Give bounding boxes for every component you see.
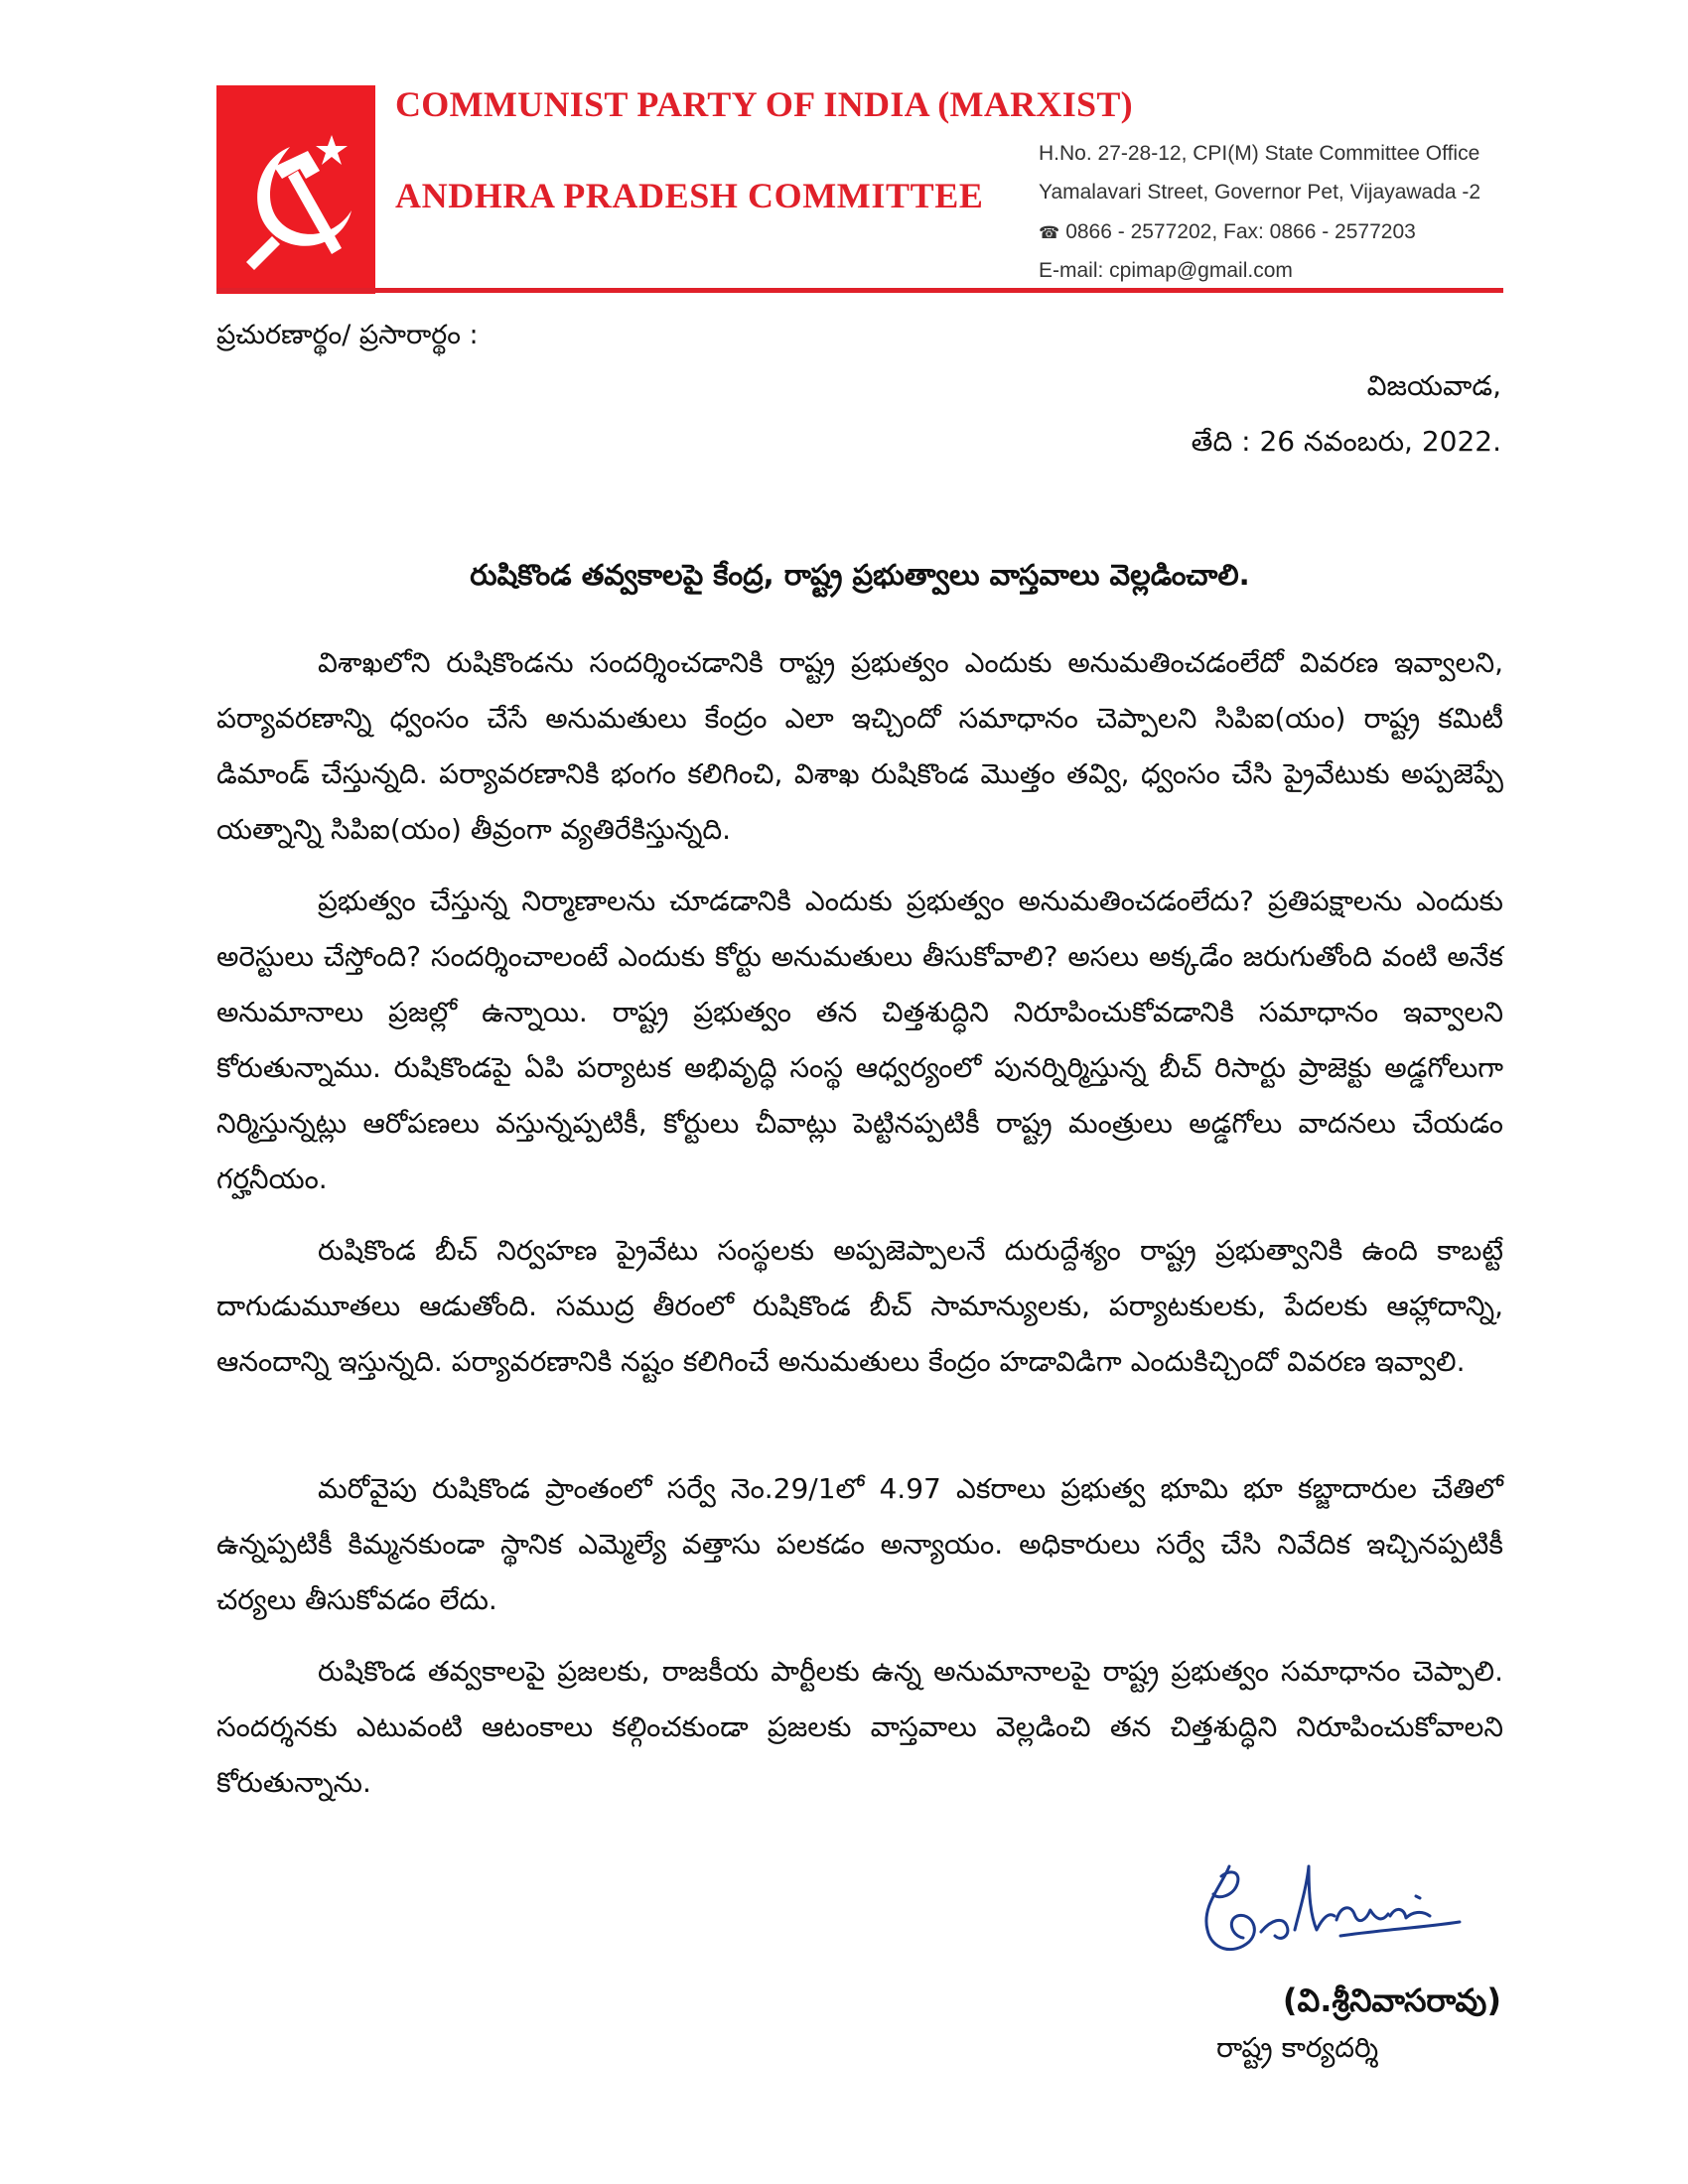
- hammer-sickle-star-icon: [216, 85, 375, 294]
- press-release-headline: రుషికొండ తవ్వకాలపై కేంద్ర, రాష్ట్ర ప్రభుత్వాలు వాస్తవాలు వెల్లడించాలి.: [470, 558, 1250, 592]
- signer-name: (వి.శ్రీనివాసరావు): [1282, 1981, 1501, 2019]
- phone-line: [1039, 220, 1515, 244]
- address-line-2: Yamalavari Street, Governor Pet, Vijayawada -2: [1039, 181, 1481, 204]
- party-logo: [216, 85, 375, 294]
- phone-icon: ☎: [1039, 223, 1060, 242]
- publication-label: ప్రచురణార్థం/ ప్రసారార్థం :: [216, 320, 479, 350]
- body-paragraph-3: రుషికొండ బీచ్ నిర్వహణ ప్రైవేటు సంస్థలకు అప్పజెప్పాలనే దురుద్దేశ్యం రాష్ట్ర ప్రభుత్వానికి ఉంది కాబట్టే దాగుడుమూతలు ఆడుతోంది. సముద్ర తీరంలో రుషికొండ బీచ్ సామాన్యులకు, పర్యాటకులకు, పేదలకు ఆహ్లాదాన్ని, ఆనందాన్ని ఇస్తున్నది. పర్యావరణానికి నష్టం కలిగించే అనుమతులు కేంద్రం హడావిడిగా ఎందుకిచ్చిందో వివరణ ఇవ్వాలి.: [216, 1234, 1503, 1378]
- org-name: COMMUNIST PARTY OF INDIA (MARXIST): [395, 84, 1133, 124]
- phone-numbers: 0866 - 2577202, Fax: 0866 - 2577203: [1065, 220, 1416, 243]
- body-paragraph-4: మరోవైపు రుషికొండ ప్రాంతంలో సర్వే నెం.29/1లో 4.97 ఎకరాలు ప్రభుత్వ భూమి భూ కబ్జాదారుల చేతిలో ఉన్నప్పటికీ కిమ్మనకుండా స్థానిక ఎమ్మెల్యే వత్తాసు పలకడం అన్యాయం. అధికారులు సర్వే చేసి నివేదిక ఇచ్చినప్పటికీ చర్యలు తీసుకోవడం లేదు.: [216, 1472, 1503, 1616]
- address-line-1: H.No. 27-28-12, CPI(M) State Committee Office: [1039, 142, 1480, 165]
- letterhead-divider: [216, 288, 1503, 293]
- signer-role: రాష్ట్ర కార్యదర్శి: [1216, 2031, 1379, 2064]
- date: తేది : 26 నవంబరు, 2022.: [1191, 425, 1501, 458]
- body-paragraph-2: ప్రభుత్వం చేస్తున్న నిర్మాణాలను చూడడానికి ఎందుకు ప్రభుత్వం అనుమతించడంలేదు? ప్రతిపక్షాలను ఎందుకు అరెస్టులు చేస్తోంది? సందర్శించాలంటే ఎందుకు కోర్టు అనుమతులు తీసుకోవాలి? అసలు అక్కడేం జరుగుతోంది వంటి అనేక అనుమానాలు ప్రజల్లో ఉన్నాయి. రాష్ట్ర ప్రభుత్వం తన చిత్తశుద్ధిని నిరూపించుకోవడానికి సమాధానం ఇవ్వాలని కోరుతున్నాము. రుషికొండపై ఏపి పర్యాటక అభివృద్ధి సంస్థ ఆధ్వర్యంలో పునర్నిర్మిస్తున్న బీచ్ రిసార్టు ప్రాజెక్టు అడ్డగోలుగా నిర్మిస్తున్నట్లు ఆరోపణలు వస్తున్నప్పటికీ, కోర్టులు చీవాట్లు పెట్టినప్పటికీ రాష్ట్ర మంత్రులు అడ్డగోలు వాదనలు చేయడం గర్హనీయం.: [216, 885, 1503, 1195]
- handwritten-signature: [1192, 1846, 1479, 1976]
- email-line: E-mail: cpimap@gmail.com: [1039, 259, 1293, 282]
- place: విజయవాడ,: [1366, 369, 1501, 402]
- body-paragraph-5: రుషికొండ తవ్వకాలపై ప్రజలకు, రాజకీయ పార్టీలకు ఉన్న అనుమానాలపై రాష్ట్ర ప్రభుత్వం సమాధానం చెప్పాలి. సందర్శనకు ఎటువంటి ఆటంకాలు కల్గించకుండా ప్రజలకు వాస్తవాలు వెల్లడించి తన చిత్తశుద్ధిని నిరూపించుకోవాలని కోరుతున్నాను.: [216, 1655, 1503, 1799]
- body-paragraph-1: విశాఖలోని రుషికొండను సందర్శించడానికి రాష్ట్ర ప్రభుత్వం ఎందుకు అనుమతించడంలేదో వివరణ ఇవ్వాలని, పర్యావరణాన్ని ధ్వంసం చేసే అనుమతులు కేంద్రం ఎలా ఇచ్చిందో సమాధానం చెప్పాలని సిపిఐ(యం) రాష్ట్ర కమిటీ డిమాండ్ చేస్తున్నది. పర్యావరణానికి భంగం కలిగించి, విశాఖ రుషికొండ మొత్తం తవ్వి, ధ్వంసం చేసి ప్రైవేటుకు అప్పజెప్పే యత్నాన్ని సిపిఐ(యం) తీవ్రంగా వ్యతిరేకిస్తున్నది.: [216, 646, 1503, 846]
- committee-name: ANDHRA PRADESH COMMITTEE: [395, 176, 984, 215]
